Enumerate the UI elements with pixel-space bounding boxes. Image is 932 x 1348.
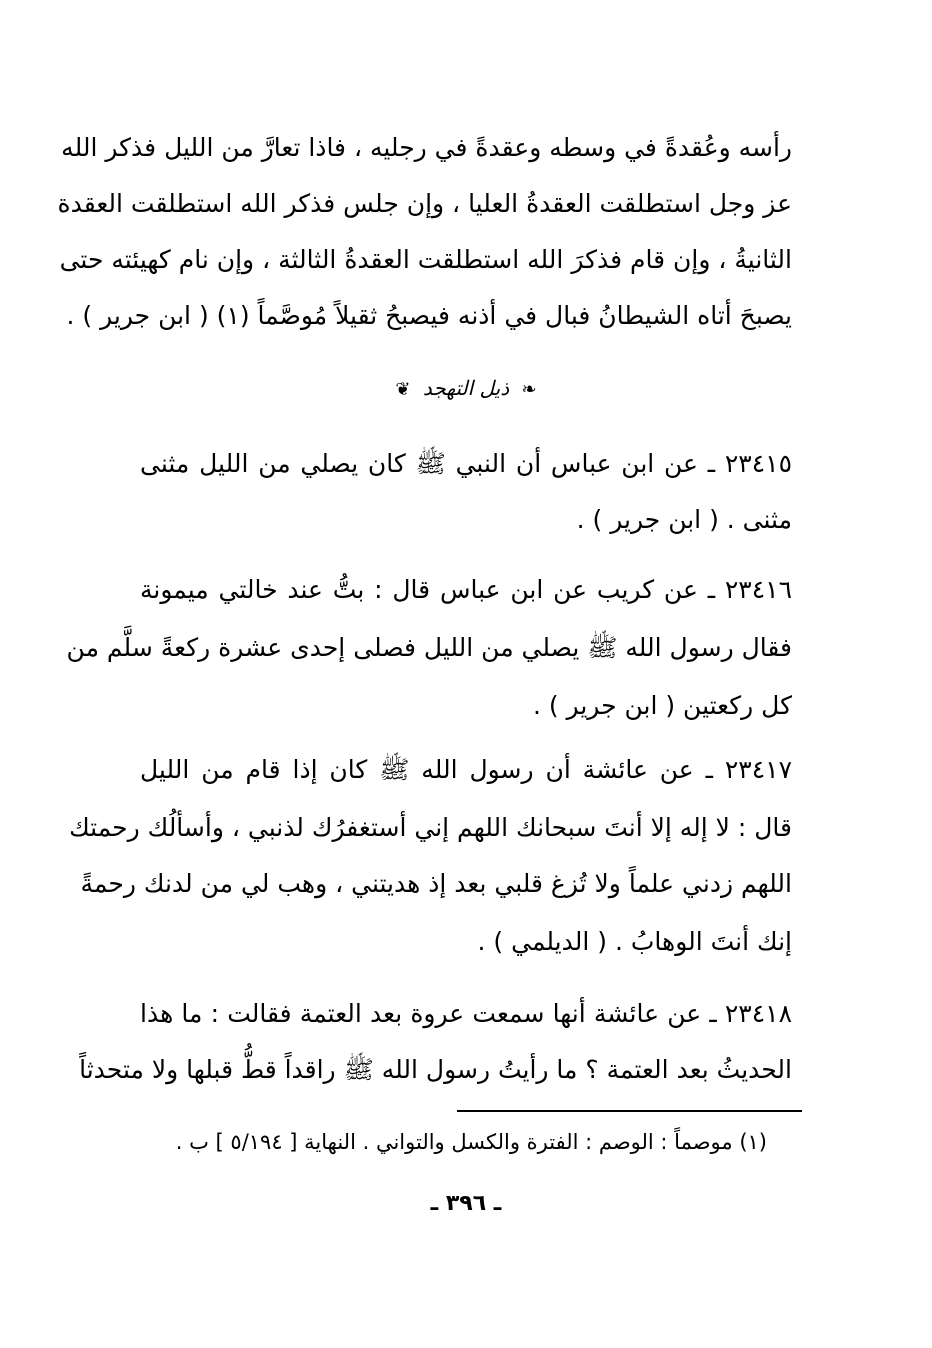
- hadith-23415-line-2: مثنى . ( ابن جرير ) .: [576, 505, 792, 534]
- text-line: رأسه وعُقدةً في وسطه وعقدةً في رجليه ، فاذا تعارَّ من الليل فذكر الله: [61, 133, 792, 162]
- hadith-23416-line-3: كل ركعتين ( ابن جرير ) .: [532, 691, 792, 720]
- hadith-23417-line-1: ٢٣٤١٧ ـ عن عائشة أن رسول الله ﷺ كان إذا قام من الليل: [140, 755, 792, 784]
- section-divider: [0, 368, 932, 410]
- page-number: ـ ٣٩٦ ـ: [430, 1191, 502, 1216]
- hadith-23418-line-2: الحديثُ بعد العتمة ؟ ما رأيتُ رسول الله ﷺ راقداً قطُّ قبلها ولا متحدثاً: [79, 1055, 792, 1084]
- footnote-rule: [457, 1110, 802, 1112]
- hadith-23416-line-1: ٢٣٤١٦ ـ عن كريب عن ابن عباس قال : بتُّ عند خالتي ميمونة: [140, 575, 792, 604]
- text-line: الثانيةُ ، وإن قام فذكرَ الله استطلقت العقدةُ الثالثة ، وإن نام كهيئته حتى: [59, 245, 792, 274]
- ornament-right-icon: ❧: [521, 379, 537, 400]
- section-title: ذيل التهجد: [422, 376, 510, 400]
- hadith-23416-line-2: فقال رسول الله ﷺ يصلي من الليل فصلى إحدى عشرة ركعةً سلَّم من: [66, 633, 792, 662]
- text-line: عز وجل استطلقت العقدةُ العليا ، وإن جلس فذكر الله استطلقت العقدة: [57, 189, 792, 218]
- hadith-23417-line-4: إنك أنتَ الوهابُ . ( الديلمي ) .: [477, 927, 792, 956]
- ornament-left-icon: ❦: [395, 379, 411, 400]
- hadith-23417-line-2: قال : لا إله إلا أنتَ سبحانك اللهم إني أستغفرُك لذنبي ، وأسألُك رحمتك: [69, 813, 792, 842]
- hadith-23417-line-3: اللهم زدني علماً ولا تُزغ قلبي بعد إذ هديتني ، وهب لي من لدنك رحمةً: [80, 869, 792, 898]
- hadith-23418-line-1: ٢٣٤١٨ ـ عن عائشة أنها سمعت عروة بعد العتمة فقالت : ما هذا: [140, 999, 792, 1028]
- text-line: يصبحَ أتاه الشيطانُ فبال في أذنه فيصبحُ ثقيلاً مُوصَّماً (١) ( ابن جرير ) .: [66, 301, 792, 330]
- hadith-23415-line-1: ٢٣٤١٥ ـ عن ابن عباس أن النبي ﷺ كان يصلي من الليل مثنى: [140, 449, 792, 478]
- footnote: (١) موصماً : الوصم : الفترة والكسل والتواني . النهاية [ ٥/١٩٤ ] ب .: [175, 1130, 767, 1154]
